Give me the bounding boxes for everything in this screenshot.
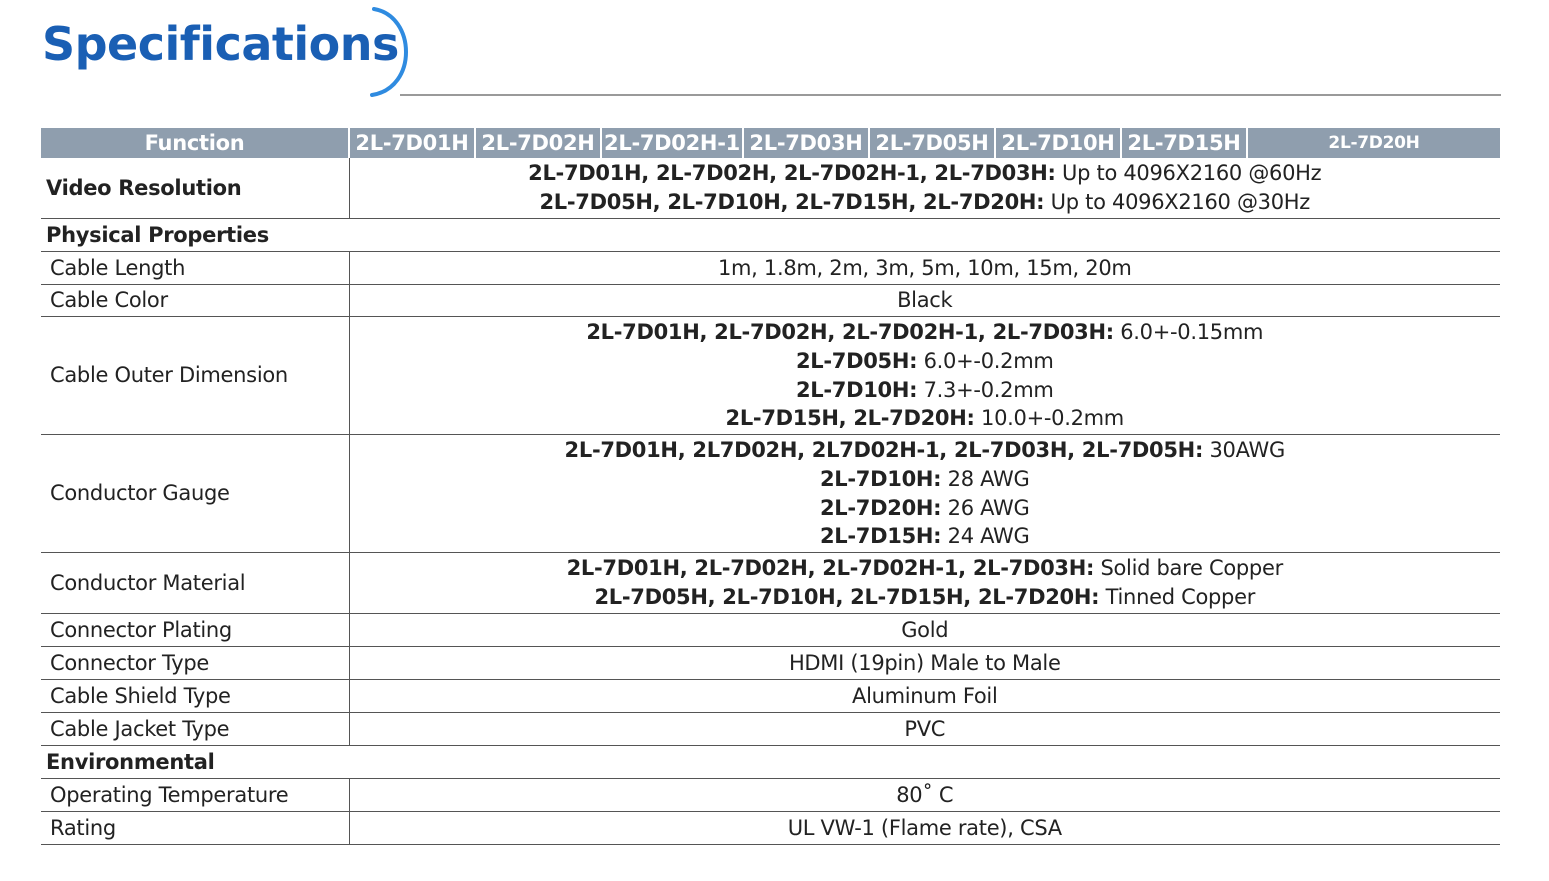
row-value: [349, 435, 1500, 553]
value-line: [350, 376, 1501, 405]
row-connector-type: [41, 647, 1500, 680]
row-cable-length: [41, 252, 1500, 285]
model-list: 2L-7D15H:: [820, 524, 942, 549]
value-text: Solid bare Copper: [1100, 556, 1283, 581]
section-heading: Physical Properties: [41, 219, 1500, 252]
value-line: [350, 318, 1501, 347]
section-heading: Environmental: [41, 746, 1500, 779]
value-line: [350, 522, 1501, 551]
row-cable-shield-type: [41, 680, 1500, 713]
value-text: 10.0+-0.2mm: [981, 406, 1124, 431]
value-text: Up to 4096X2160 @60Hz: [1062, 161, 1322, 186]
value-line: [350, 583, 1501, 612]
row-value: [349, 317, 1500, 435]
row-connector-plating: [41, 614, 1500, 647]
section-physical-properties: [41, 219, 1500, 252]
value-line: [350, 188, 1501, 217]
value-text: 26 AWG: [947, 495, 1030, 520]
model-list: 2L-7D01H, 2L-7D02H, 2L-7D02H-1, 2L-7D03H:: [566, 556, 1095, 581]
row-cable-color: [41, 285, 1500, 317]
row-label: Video Resolution: [41, 158, 349, 219]
row-conductor-material: [41, 553, 1500, 614]
row-label: Cable Shield Type: [41, 680, 349, 713]
row-rating: [41, 812, 1500, 845]
row-label: Conductor Material: [41, 553, 349, 614]
value-line: [350, 465, 1501, 494]
row-cable-jacket-type: [41, 713, 1500, 746]
value-line: [350, 347, 1501, 376]
header-model: 2L-7D02H-1: [601, 128, 743, 158]
header-model: 2L-7D03H: [743, 128, 869, 158]
value-line: [350, 554, 1501, 583]
row-value: Black: [349, 285, 1500, 317]
row-label: Cable Length: [41, 252, 349, 285]
model-list: 2L-7D10H:: [820, 466, 942, 491]
header-model: 2L-7D10H: [995, 128, 1121, 158]
parenthesis-decoration: [356, 6, 456, 98]
section-environmental: [41, 746, 1500, 779]
row-value: Gold: [349, 614, 1500, 647]
model-list: 2L-7D05H, 2L-7D10H, 2L-7D15H, 2L-7D20H:: [594, 585, 1100, 609]
row-cable-outer-dimension: [41, 317, 1500, 435]
value-text: 6.0+-0.15mm: [1120, 320, 1264, 345]
header-model: 2L-7D15H: [1121, 128, 1247, 158]
header-function: Function: [41, 128, 349, 158]
row-label: Cable Outer Dimension: [41, 317, 349, 435]
value-text: Tinned Copper: [1105, 585, 1256, 609]
row-value: HDMI (19pin) Male to Male: [349, 647, 1500, 680]
row-video-resolution: [41, 158, 1500, 219]
header-row: [41, 128, 1500, 158]
value-line: [350, 494, 1501, 523]
row-label: Connector Plating: [41, 614, 349, 647]
row-value: [349, 158, 1500, 219]
value-text: 30AWG: [1209, 438, 1285, 463]
row-label: Rating: [41, 812, 349, 845]
model-list: 2L-7D10H:: [795, 377, 918, 402]
row-label: Connector Type: [41, 647, 349, 680]
value-text: 24 AWG: [947, 524, 1030, 549]
row-value: [349, 553, 1500, 614]
row-value: Aluminum Foil: [349, 680, 1500, 713]
model-list: 2L-7D20H:: [820, 495, 942, 520]
value-text: 7.3+-0.2mm: [923, 377, 1054, 402]
value-text: Up to 4096X2160 @30Hz: [1050, 190, 1310, 214]
model-list: 2L-7D05H:: [795, 348, 918, 373]
header-model: 2L-7D05H: [869, 128, 995, 158]
row-value: UL VW-1 (Flame rate), CSA: [349, 812, 1500, 845]
header-model: 2L-7D20H: [1247, 128, 1500, 158]
model-list: 2L-7D05H, 2L-7D10H, 2L-7D15H, 2L-7D20H:: [539, 190, 1045, 214]
row-value: PVC: [349, 713, 1500, 746]
value-text: 28 AWG: [947, 466, 1030, 491]
title-divider: [400, 94, 1501, 96]
row-label: Cable Color: [41, 285, 349, 317]
value-text: 6.0+-0.2mm: [923, 348, 1054, 373]
model-list: 2L-7D01H, 2L-7D02H, 2L-7D02H-1, 2L-7D03H:: [528, 161, 1056, 186]
model-list: 2L-7D15H, 2L-7D20H:: [725, 406, 975, 431]
page-title: Specifications: [42, 17, 399, 71]
value-line: [350, 404, 1501, 433]
model-list: 2L-7D01H, 2L-7D02H, 2L-7D02H-1, 2L-7D03H:: [586, 320, 1114, 345]
row-value: 1m, 1.8m, 2m, 3m, 5m, 10m, 15m, 20m: [349, 252, 1500, 285]
row-value: 80˚ C: [349, 779, 1500, 812]
specifications-table: [41, 128, 1500, 845]
row-label: Cable Jacket Type: [41, 713, 349, 746]
value-line: [350, 159, 1501, 188]
header-model: 2L-7D01H: [349, 128, 475, 158]
row-label: Operating Temperature: [41, 779, 349, 812]
model-list: 2L-7D01H, 2L7D02H, 2L7D02H-1, 2L-7D03H, 2L-7D05H:: [564, 438, 1204, 463]
row-operating-temperature: [41, 779, 1500, 812]
row-label: Conductor Gauge: [41, 435, 349, 553]
header-model: 2L-7D02H: [475, 128, 601, 158]
row-conductor-gauge: [41, 435, 1500, 553]
value-line: [350, 436, 1501, 465]
